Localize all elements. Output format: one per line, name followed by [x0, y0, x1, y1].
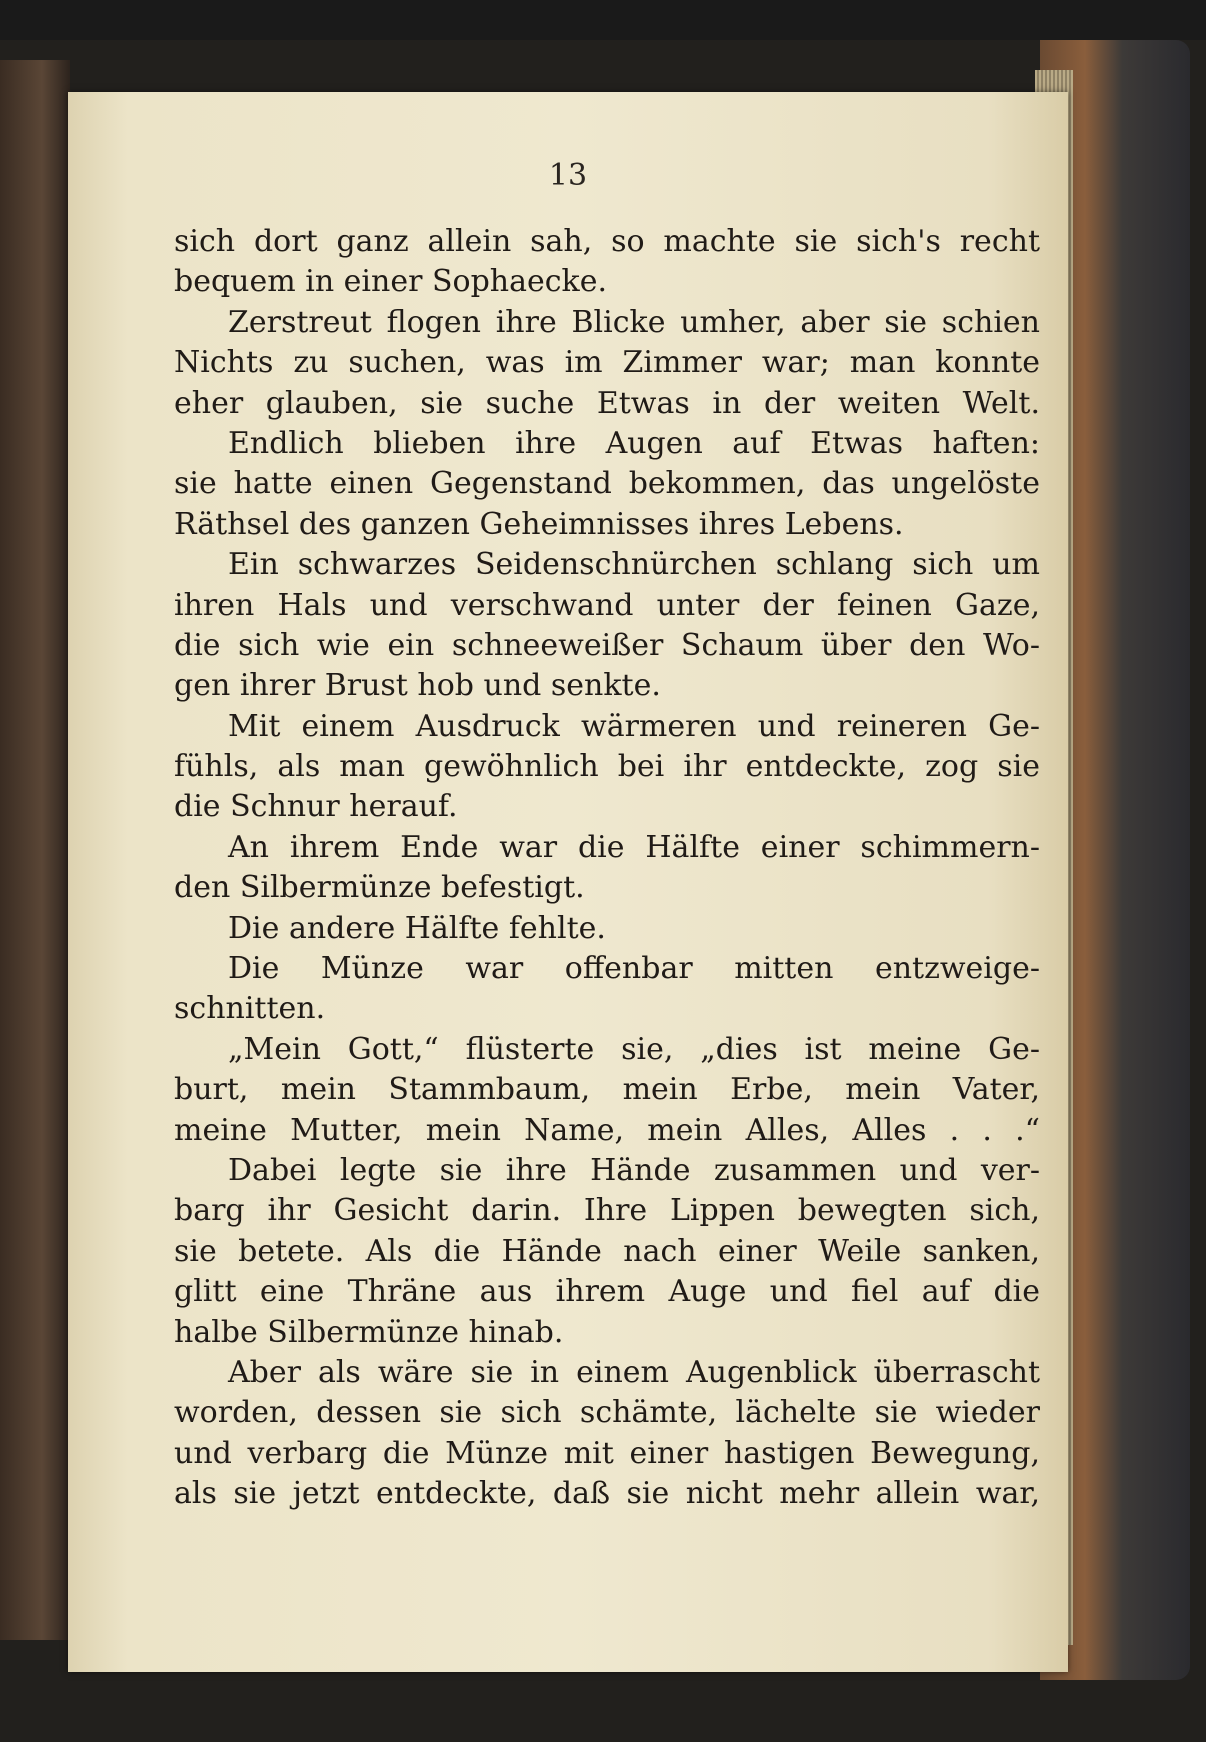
- text-line: ihren Hals und verschwand unter der feinen Gaze,: [174, 587, 1040, 623]
- text-line: und verbarg die Münze mit einer hastigen Bewegung,: [174, 1435, 1040, 1471]
- text-line: sich dort ganz allein sah, so machte sie sich's recht: [174, 224, 1040, 259]
- text-line: bequem in einer Sophaecke.: [174, 264, 608, 300]
- text-line: Nichts zu suchen, was im Zimmer war; man konnte: [174, 345, 1040, 381]
- book-spine: [0, 60, 70, 1640]
- text-line: als sie jetzt entdeckte, daß sie nicht mehr allein war,: [174, 1476, 1040, 1512]
- text-line: Die Münze war offenbar mitten entzweige-: [228, 951, 1040, 987]
- text-line: die Schnur herauf.: [174, 789, 458, 825]
- text-line: den Silbermünze befestigt.: [174, 870, 585, 906]
- text-line: gen ihrer Brust hob und senkte.: [174, 668, 661, 704]
- text-line: glitt eine Thräne aus ihrem Auge und fiel auf die: [174, 1274, 1040, 1310]
- text-line: Aber als wäre sie in einem Augenblick überrascht: [228, 1354, 1040, 1390]
- text-line: eher glauben, sie suche Etwas in der weiten Welt.: [174, 385, 1040, 421]
- text-line: schnitten.: [174, 991, 326, 1027]
- text-line: Ein schwarzes Seidenschnürchen schlang sich um: [228, 547, 1040, 583]
- text-line: sie betete. Als die Hände nach einer Weile sanken,: [174, 1233, 1040, 1269]
- text-line: An ihrem Ende war die Hälfte einer schimmern-: [228, 829, 1040, 865]
- text-line: die sich wie ein schneeweißer Schaum über den Wo-: [174, 627, 1040, 663]
- text-line: burt, mein Stammbaum, mein Erbe, mein Vater,: [174, 1072, 1040, 1108]
- text-line: meine Mutter, mein Name, mein Alles, Alles . . .“: [174, 1112, 1040, 1148]
- text-line: worden, dessen sie sich schämte, lächelte sie wieder: [174, 1395, 1040, 1431]
- text-line: Die andere Hälfte fehlte.: [228, 910, 606, 946]
- text-line: Mit einem Ausdruck wärmeren und reineren Ge-: [228, 708, 1040, 744]
- page-text: [174, 222, 1040, 1515]
- text-line: Räthsel des ganzen Geheimnisses ihres Lebens.: [174, 506, 904, 542]
- text-line: barg ihr Gesicht darin. Ihre Lippen bewegten sich,: [174, 1193, 1040, 1229]
- page-number: 13: [548, 158, 588, 193]
- book-page: [68, 92, 1068, 1672]
- text-line: Zerstreut flogen ihre Blicke umher, aber sie schien: [228, 304, 1040, 340]
- text-line: Dabei legte sie ihre Hände zusammen und ver-: [228, 1152, 1040, 1188]
- text-line: Endlich blieben ihre Augen auf Etwas haften:: [228, 425, 1040, 461]
- text-line: sie hatte einen Gegenstand bekommen, das ungelöste: [174, 466, 1040, 502]
- text-line: fühls, als man gewöhnlich bei ihr entdeckte, zog sie: [174, 749, 1040, 785]
- text-line: halbe Silbermünze hinab.: [174, 1314, 564, 1350]
- text-line: „Mein Gott,“ flüsterte sie, „dies ist meine Ge-: [228, 1031, 1040, 1067]
